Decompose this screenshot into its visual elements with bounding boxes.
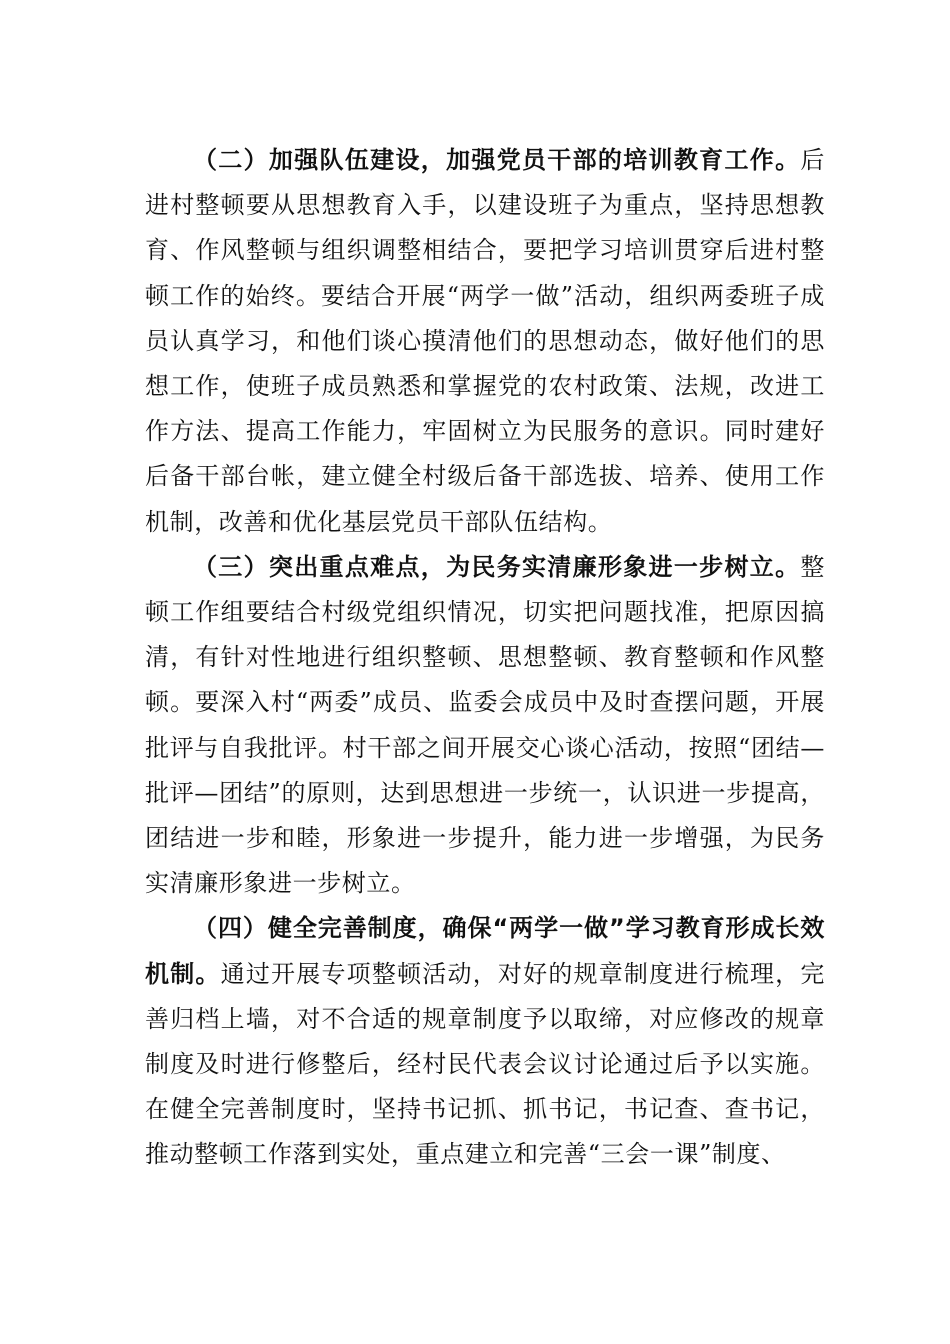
paragraph-heading: （四）健全完善制度，确保“两学一做”学习教育形成长效机制。 <box>145 914 825 988</box>
paragraph-3 <box>145 545 825 907</box>
paragraph-body: 通过开展专项整顿活动，对好的规章制度进行梳理，完善归档上墙，对不合适的规章制度予以取缔，对应修改的规章制度及时进行修整后，经村民代表会议讨论通过后予以实施。在健全完善制度时，坚持书记抓、抓书记，书记查、查书记，推动整顿工作落到实处，重点建立和完善“三会一课”制度、 <box>145 959 825 1169</box>
paragraph-4 <box>145 906 825 1177</box>
paragraph-heading: （三）突出重点难点，为民务实清廉形象进一步树立。 <box>193 552 801 581</box>
document-body <box>145 138 825 1178</box>
paragraph-heading: （二）加强队伍建设，加强党员干部的培训教育工作。 <box>193 146 801 174</box>
paragraph-body: 整顿工作组要结合村级党组织情况，切实把问题找准，把原因搞清，有针对性地进行组织整顿、思想整顿、教育整顿和作风整顿。要深入村“两委”成员、监委会成员中及时查摆问题，开展批评与自我批评。村干部之间开展交心谈心活动，按照“团结—批评—团结”的原则，达到思想进一步统一，认识进一步提高，团结进一步和睦，形象进一步提升，能力进一步增强，为民务实清廉形象进一步树立。 <box>145 552 825 898</box>
paragraph-body: 后进村整顿要从思想教育入手，以建设班子为重点，坚持思想教育、作风整顿与组织调整相结合，要把学习培训贯穿后进村整顿工作的始终。要结合开展“两学一做”活动，组织两委班子成员认真学习，和他们谈心摸清他们的思想动态，做好他们的思想工作，使班子成员熟悉和掌握党的农村政策、法规，改进工作方法、提高工作能力，牢固树立为民服务的意识。同时建好后备干部台帐，建立健全村级后备干部选拔、培养、使用工作机制，改善和优化基层党员干部队伍结构。 <box>145 146 825 536</box>
paragraph-2 <box>145 138 825 545</box>
